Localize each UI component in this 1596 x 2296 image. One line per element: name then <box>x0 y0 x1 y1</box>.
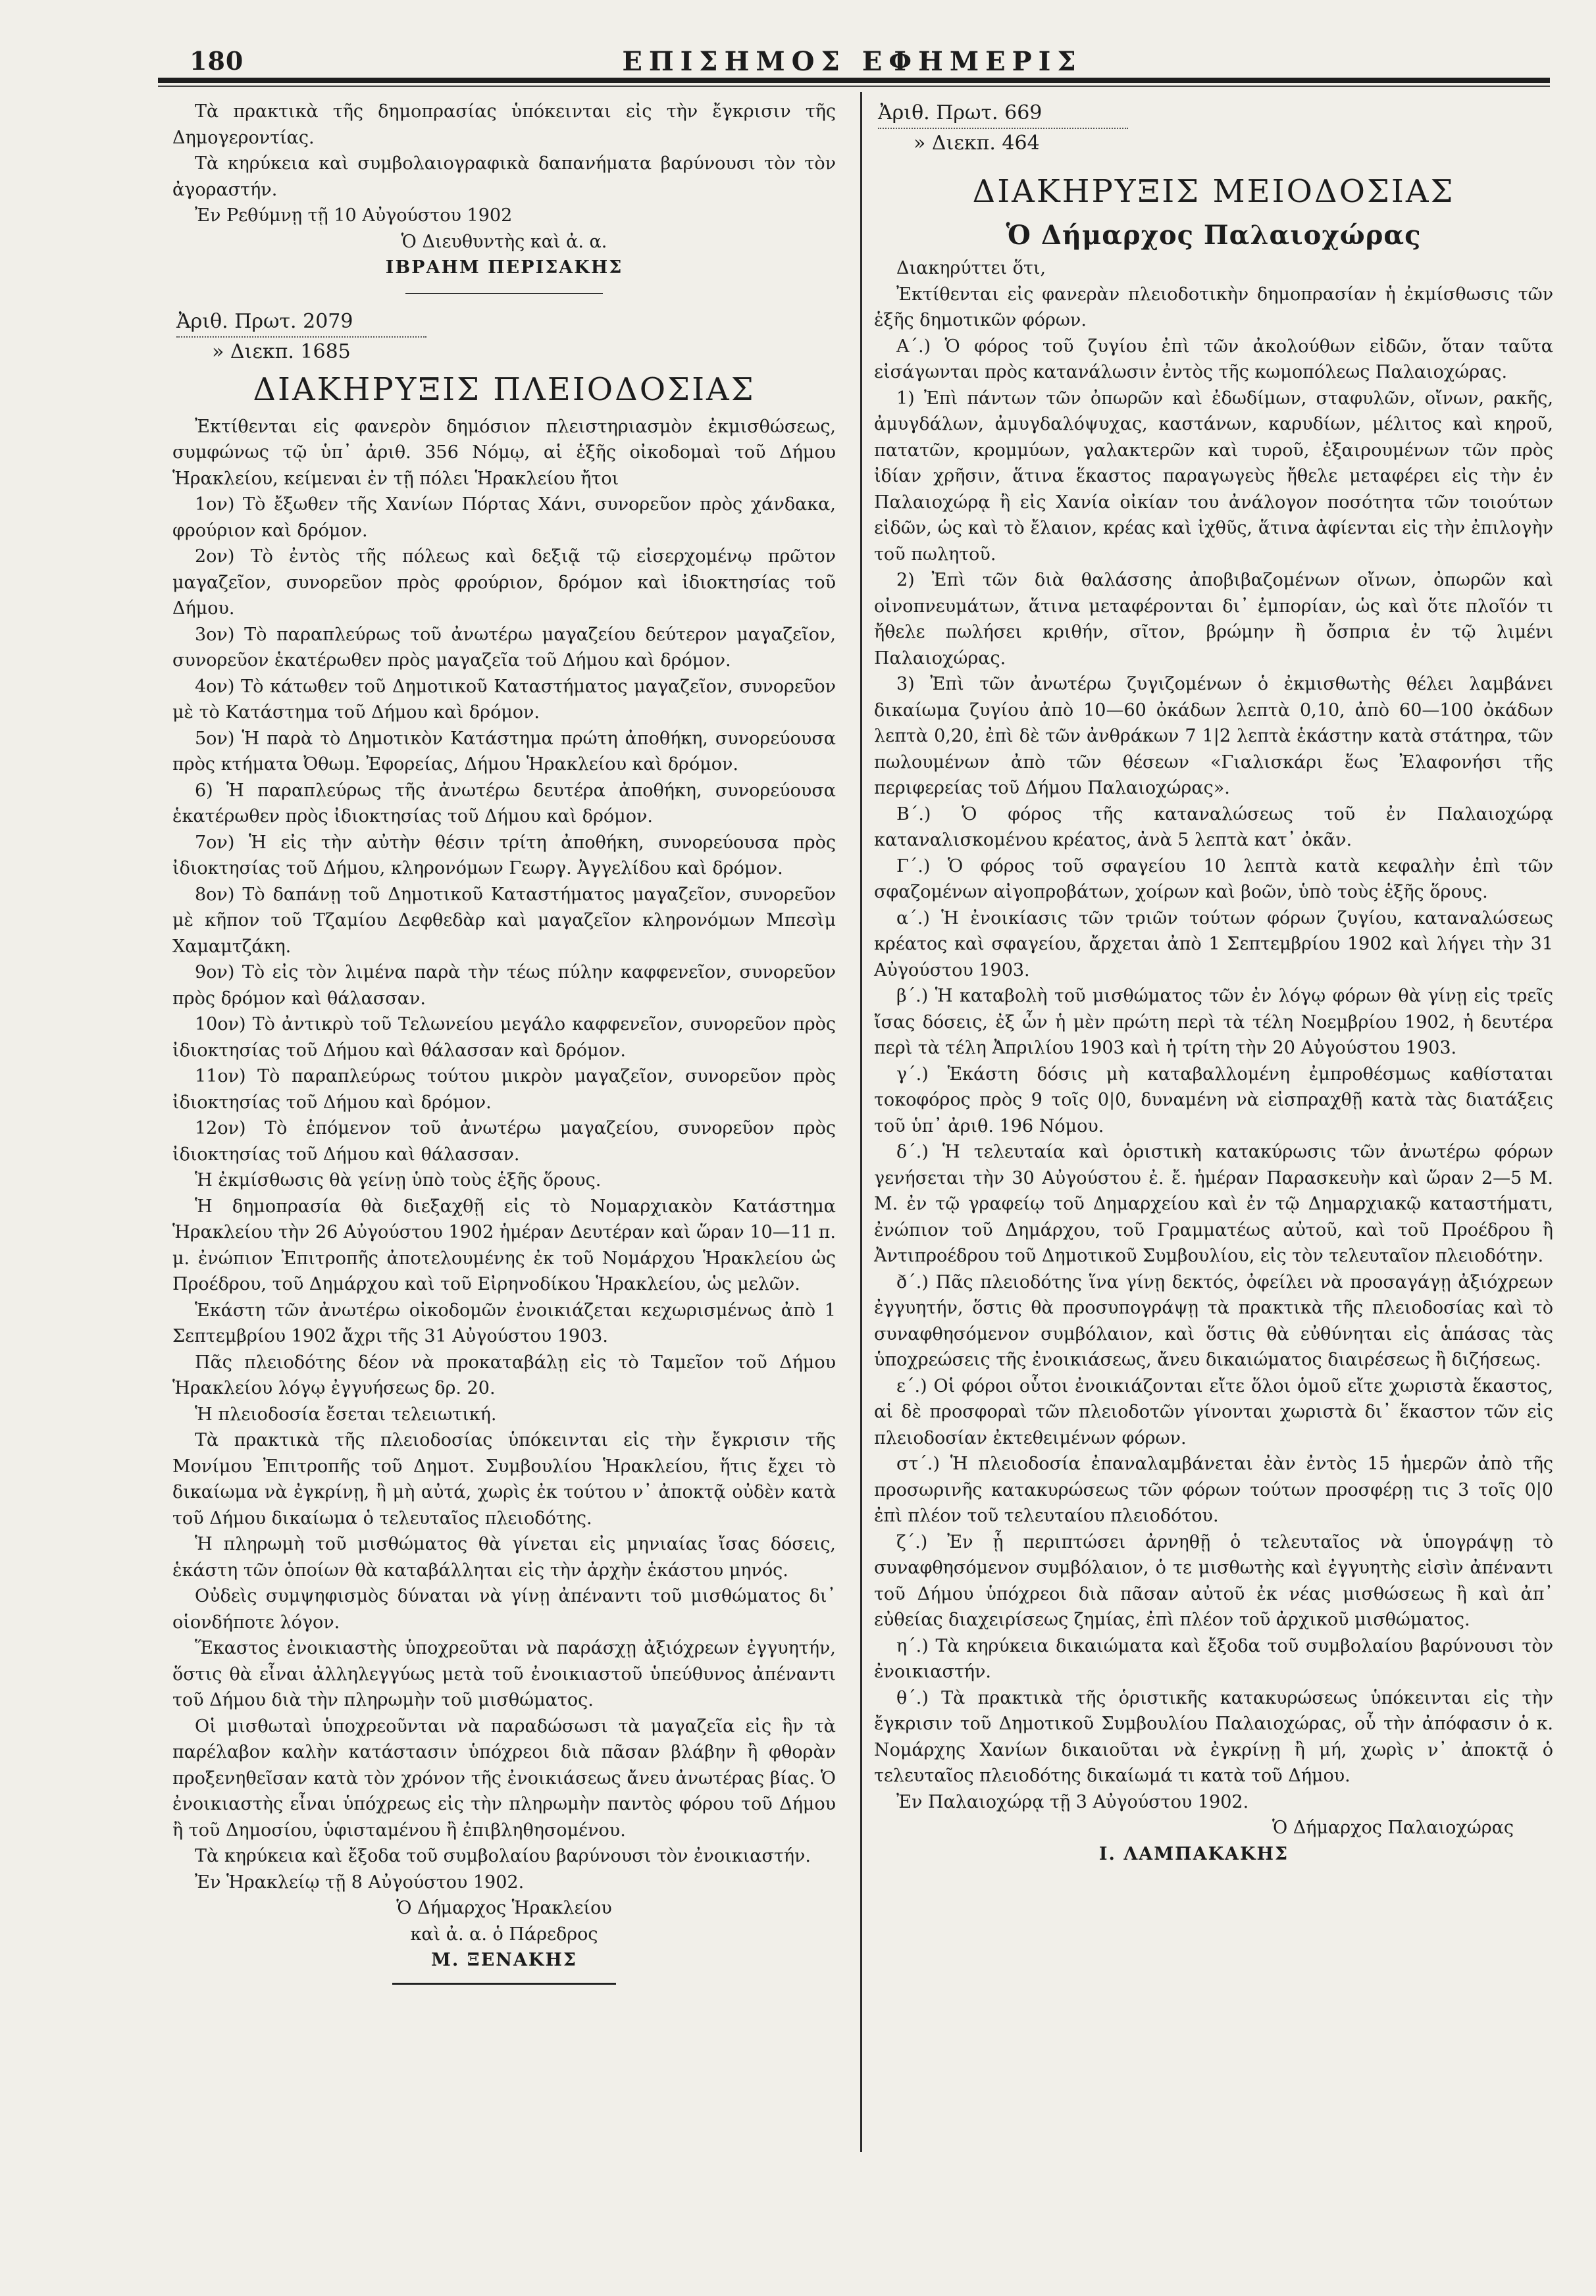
separator-rule <box>405 293 603 294</box>
paragraph: Τὰ πρακτικὰ τῆς δημοπρασίας ὑπόκεινται εἰς τὴν ἔγκρισιν τῆς Δημογεροντίας. <box>172 101 836 148</box>
paragraph: Τὰ κηρύκεια καὶ ἔξοδα τοῦ συμβολαίου βαρύνουσι τὸν ἐνοικιαστήν. <box>195 1846 811 1866</box>
page-header <box>158 41 1547 80</box>
paragraph: Ἡ δημοπρασία θὰ διεξαχθῇ εἰς τὸ Νομαρχιακὸν Κατάστημα Ἡρακλείου τὴν 26 Αὐγούστου 1902 ἡμέραν Δευτέραν καὶ ὥραν 10—11 π. μ. ἐνώπιον Ἐπιτροπῆς ἀποτελουμένης ἐκ τοῦ Νομάρχου Ἡρακλείου ὡς Προέδρου, τοῦ Δημάρχου καὶ τοῦ Εἰρηνοδίκου Ἡρακλείου, ὡς μελῶν. <box>172 1196 836 1294</box>
paragraph: γ΄.) Ἑκάστη δόσις μὴ καταβαλλομένη ἐμπροθέσμως καθίσταται τοκοφόρος πρὸς 9 τοῖς 0|0, δυναμένη νὰ εἰσπραχθῇ κατὰ τὰς διατάξεις τοῦ ὑπ᾽ ἀριθ. 196 Νόμου. <box>874 1063 1553 1136</box>
dispatch-number: » Διεκπ. 1685 <box>212 340 351 363</box>
header-rule <box>158 78 1550 83</box>
paragraph: Ἐκτίθενται εἰς φανερὰν πλειοδοτικὴν δημοπρασίαν ἡ ἐκμίσθωσις τῶν ἑξῆς δημοτικῶν φόρων. <box>874 284 1553 330</box>
dotted-rule <box>878 128 1128 129</box>
paragraph: 6) Ἡ παραπλεύρως τῆς ἀνωτέρω δευτέρα ἀποθήκη, συνορεύουσα ἑκατέρωθεν πρὸς ἰδιοκτησίας τοῦ Δήμου καὶ δρόμον. <box>172 780 836 827</box>
paragraph: Ἡ πλειοδοσία ἔσεται τελειωτική. <box>195 1404 497 1425</box>
paragraph: στ΄.) Ἡ πλειοδοσία ἐπαναλαμβάνεται ἐὰν ἐντὸς 15 ἡμερῶν ἀπὸ τῆς προσωρινῆς κατακυρώσεως τῶν φόρων τούτων προσφέρῃ τις 3 τοῖς 0|0 ἐπὶ πλέον τοῦ τελευταίου πλειοδότου. <box>874 1454 1553 1526</box>
page-number: 180 <box>190 46 244 76</box>
protocol-number: Ἀριθ. Πρωτ. 2079 <box>176 309 353 333</box>
paragraph: Ἑκάστη τῶν ἀνωτέρω οἰκοδομῶν ἐνοικιάζεται κεχωρισμένως ἀπὸ 1 Σεπτεμβρίου 1902 ἄχρι τῆς 31 Αὐγούστου 1903. <box>172 1300 836 1346</box>
paragraph: Τὰ κηρύκεια καὶ συμβολαιογραφικὰ δαπανήματα βαρύνουσι τὸν τὸν ἀγοραστήν. <box>172 153 836 200</box>
spacer <box>874 157 1553 167</box>
paragraph: Ἐν Παλαιοχώρᾳ τῇ 3 Αὐγούστου 1902. <box>896 1791 1249 1812</box>
column-divider <box>860 92 862 2152</box>
paragraph: 1) Ἐπὶ πάντων τῶν ὀπωρῶν καὶ ἐδωδίμων, σταφυλῶν, οἴνων, ρακῆς, ἀμυγδάλων, ἀμυγδαλόψυχας, καστάνων, καρυδίων, μέλιτος καὶ κηροῦ, πατατῶν, κρομμύων, γαλακτερῶν καὶ τυροῦ, ἐξαιρουμένων τῶν πρὸς ἰδίαν χρῆσιν, ἅτινα ἕκαστος παραγωγεὺς ἤθελε μεταφέρει εἰς τὴν ἐν Παλαιοχώρᾳ ἢ εἰς Χανία οἰκίαν του ἀνάλογον ποσότητα τῶν τοιούτων εἰδῶν, ὡς καὶ τὸ ἔλαιον, κρέας καὶ ἰχθῦς, ἅτινα ἀφίενται εἰς τὴν ἐπιλογὴν τοῦ πωλητοῦ. <box>874 388 1553 565</box>
paragraph: 1ον) Τὸ ἔξωθεν τῆς Χανίων Πόρτας Χάνι, συνορεῦον πρὸς χάνδακα, φρούριον καὶ δρόμον. <box>172 494 836 541</box>
paragraph: α΄.) Ἡ ἐνοικίασις τῶν τριῶν τούτων φόρων ζυγίου, καταναλώσεως κρέατος καὶ σφαγείου, ἄρχεται ἀπὸ 1 Σεπτεμβρίου 1902 καὶ λήγει τὴν 31 Αὐγούστου 1903. <box>874 907 1553 981</box>
paragraph: 8ον) Τὸ δαπάνῃ τοῦ Δημοτικοῦ Καταστήματος μαγαζεῖον, συνορεῦον μὲ κῆπον τοῦ Τζαμίου Δεφθεδὰρ καὶ μαγαζεῖον κληρονόμων Μπεσὶμ Χαμαμτζάκη. <box>172 884 836 957</box>
paragraph: Α΄.) Ὁ φόρος τοῦ ζυγίου ἐπὶ τῶν ἀκολούθων εἰδῶν, ὅταν ταῦτα εἰσάγωνται πρὸς κατανάλωσιν ἐντὸς τῆς κωμοπόλεως Παλαιοχώρας. <box>874 336 1553 382</box>
paragraph: 3ον) Τὸ παραπλεύρως τοῦ ἀνωτέρω μαγαζείου δεύτερον μαγαζεῖον, συνορεῦον ἑκατέρωθεν πρὸς μαγαζεῖα τοῦ Δήμου καὶ δρόμον. <box>172 624 836 671</box>
notice-meiodosias <box>874 99 1553 1867</box>
right-column <box>874 99 1553 1867</box>
paragraph: 4ον) Τὸ κάτωθεν τοῦ Δημοτικοῦ Καταστήματος μαγαζεῖον, συνορεῦον μὲ τὸ Κατάστημα τοῦ Δήμου καὶ δρόμον. <box>172 676 836 723</box>
previous-notice-ending <box>172 99 836 281</box>
dateline: Ἐν Ἡρακλείῳ τῇ 8 Αὐγούστου 1902. <box>195 1872 525 1893</box>
signer-role: Ὁ Δήμαρχος Ἡρακλείου <box>396 1898 612 1918</box>
journal-title: ΕΠΙΣΗΜΟΣ ΕΦΗΜΕΡΙΣ <box>622 46 1083 77</box>
signer-role: Ὁ Διευθυντὴς καὶ ἀ. α. <box>401 231 607 252</box>
notice-subtitle: Ὁ Δήμαρχος Παλαιοχώρας <box>1006 220 1422 251</box>
paragraph: Ἡ πληρωμὴ τοῦ μισθώματος θὰ γίνεται εἰς μηνιαίας ἴσας δόσεις, ἑκάστη τῶν ὁποίων θὰ καταβάλληται εἰς τὴν ἀρχὴν ἑκάστου μηνός. <box>172 1534 836 1581</box>
paragraph: Ἐκτίθενται εἰς φανερὸν δημόσιον πλειστηριασμὸν ἐκμισθώσεως, συμφώνως τῷ ὑπ᾽ ἀριθ. 356 Νόμῳ, αἱ ἑξῆς οἰκοδομαὶ τοῦ Δήμου Ἡρακλείου, κείμεναι ἐν τῇ πόλει Ἡρακλείου ἤτοι <box>172 416 836 489</box>
paragraph: 2) Ἐπὶ τῶν διὰ θαλάσσης ἀποβιβαζομένων οἴνων, ὀπωρῶν καὶ οἰνοπνευμάτων, ἅτινα μεταφέρονται δι᾽ ἐμπορίαν, ὡς καὶ ὅτε πλοῖόν τι ἤθελε πωλήσει κριθήν, σῖτον, βρώμην ἢ ὄσπρια ἐν τῷ λιμένι Παλαιοχώρας. <box>874 570 1553 669</box>
paragraph: 5ον) Ἡ παρὰ τὸ Δημοτικὸν Κατάστημα πρώτη ἀποθήκη, συνορεύουσα πρὸς κτήματα Ὀθωμ. Ἐφορείας, Δήμου Ἡρακλείου καὶ δρόμον. <box>172 728 836 775</box>
end-rule <box>392 1983 616 1985</box>
paragraph: 7ον) Ἡ εἰς τὴν αὐτὴν θέσιν τρίτη ἀποθήκη, συνορεύουσα πρὸς ἰδιοκτησίας τοῦ Δήμου, κληρονόμων Γεωργ. Ἀγγελίδου καὶ δρόμον. <box>172 832 836 879</box>
paragraph: θ΄.) Τὰ πρακτικὰ τῆς ὁριστικῆς κατακυρώσεως ὑπόκεινται εἰς τὴν ἔγκρισιν τοῦ Δημοτικοῦ Συμβουλίου Παλαιοχώρας, οὗ τὴν ἀπόφασιν ὁ κ. Νομάρχης Χανίων δικαιοῦται νὰ ἐγκρίνῃ ἢ μή, χωρὶς ν᾽ ἀποκτᾷ ὁ τελευταῖος πλειοδότης δικαίωμά τι κατὰ τοῦ Δήμου. <box>874 1687 1553 1786</box>
paragraph: ð΄.) Πᾶς πλειοδότης ἵνα γίνῃ δεκτός, ὀφείλει νὰ προσαγάγῃ ἀξιόχρεων ἐγγυητήν, ὅστις θὰ προσυπογράψῃ τὰ πρακτικὰ τῆς πλειοδοσίας καὶ τὸ συναφθησόμενον συμβόλαιον, καὶ ὅστις θὰ εὐθύνηται εἰς ἁπάσας τὰς ὑποχρεώσεις τῆς ἐνοικιάσεως, ἄνευ δικαιώματος διαιρέσεως ἢ διζήσεως. <box>874 1271 1553 1370</box>
paragraph: β΄.) Ἡ καταβολὴ τοῦ μισθώματος τῶν ἐν λόγῳ φόρων θὰ γίνῃ εἰς τρεῖς ἴσας δόσεις, ἐξ ὧν ἡ μὲν πρώτη περὶ τὰ τέλη Νοεμβρίου 1902, ἡ δευτέρα περὶ τὰ τέλη Ἀπριλίου 1903 καὶ ἡ τρίτη τὴν 20 Αὐγούστου 1903. <box>874 986 1553 1058</box>
paragraph: Γ΄.) Ὁ φόρος τοῦ σφαγείου 10 λεπτὰ κατὰ κεφαλὴν ἐπὶ τῶν σφαζομένων αἰγοπροβάτων, χοίρων καὶ βοῶν, ὑπὸ τοὺς ἑξῆς ὅρους. <box>874 855 1553 902</box>
paragraph: Οἱ μισθωταὶ ὑποχρεοῦνται νὰ παραδώσωσι τὰ μαγαζεῖα εἰς ἣν τὰ παρέλαβον καλὴν κατάστασιν ὑπόχρεοι διὰ πᾶσαν βλάβην ἢ φθορὰν προξενηθεῖσαν κατὰ τὸν χρόνον τῆς ἐνοικιάσεως ἄνευ ἀνωτέρας βίας. Ὁ ἐνοικιαστὴς εἶναι ὑπόχρεως εἰς τὴν πληρωμὴν παντὸς φόρου τοῦ Δήμου ἢ τοῦ Δημοσίου, ὑφισταμένου ἢ ἐπιβληθησομένου. <box>172 1716 836 1841</box>
paragraph: Τὰ πρακτικὰ τῆς πλειοδοσίας ὑπόκεινται εἰς τὴν ἔγκρισιν τῆς Μονίμου Ἐπιτροπῆς τοῦ Δημοτ. Συμβουλίου Ἡρακλείου, ἥτις ἔχει τὸ δικαίωμα νὰ ἐγκρίνῃ, ἢ μὴ αὐτά, χωρὶς ἐκ τούτου ν᾽ ἀποκτᾷ οὐδὲν κατὰ τοῦ Δήμου δικαίωμα ὁ τελευταῖος πλειοδότης. <box>172 1430 836 1529</box>
dateline: Ἐν Ρεθύμνῃ τῇ 10 Αὐγούστου 1902 <box>195 205 513 226</box>
paragraph: Οὐδεὶς συμψηφισμὸς δύναται νὰ γίνῃ ἀπέναντι τοῦ μισθώματος δι᾽ οἱονδήποτε λόγον. <box>172 1586 836 1633</box>
paragraph: 3) Ἐπὶ τῶν ἀνωτέρω ζυγιζομένων ὁ ἐκμισθωτὴς θέλει λαμβάνει δικαίωμα ζυγίου ἀπὸ 10—60 ὀκάδων λεπτὰ 0,10, ἀπὸ 60—100 ὀκάδων λεπτὰ 0,20, ἐπὶ δὲ τῶν ἀνθράκων 7 1|2 λεπτὰ ἑκάστην κατὰ στάτηρα, τῶν πωλουμένων ἀπὸ τῶν θέσεων «Γιαλισκάρι ἕως Ἐλαφονήσι τῆς περιφερείας τοῦ Δήμου Παλαιοχώρας». <box>874 674 1553 798</box>
paragraph: ζ΄.) Ἐν ᾗ περιπτώσει ἀρνηθῇ ὁ τελευταῖος νὰ ὑπογράψῃ τὸ συναφθησόμενον συμβόλαιον, ὁ τε μισθωτὴς καὶ ἐγγυητὴς εἰσὶν ἀπέναντι τοῦ Δήμου ὑπόχρεοι διὰ πᾶσαν αὐτοῦ ἐκ νέας μισθώσεως ἢ καὶ ἀπ᾽ εὐθείας διαχειρίσεως ζημίας, ἐπὶ πλέον τοῦ ἀρχικοῦ μισθώματος. <box>874 1531 1553 1630</box>
header-rule-thin <box>158 86 1550 87</box>
paragraph: δ΄.) Ἡ τελευταία καὶ ὁριστικὴ κατακύρωσις τῶν ἀνωτέρω φόρων γενήσεται τὴν 30 Αὐγούστου ἐ. ἔ. ἡμέραν Παρασκευὴν καὶ ὥραν 2—5 Μ. Μ. ἐν τῷ γραφείῳ τοῦ Δημαρχείου καὶ ἐν τῷ Δημαρχιακῷ καταστήματι, ἐνώπιον τοῦ Δημάρχου, τοῦ Γραμματέως αὐτοῦ, καὶ τοῦ Προέδρου ἢ Ἀντιπροέδρου τοῦ Δημοτικοῦ Συμβουλίου, εἰς τὸν τελευταῖον πλειοδότην. <box>874 1142 1553 1266</box>
notice-title: ΔΙΑΚΗΡΥΞΙΣ ΜΕΙΟΔΟΣΙΑΣ <box>972 173 1455 210</box>
notice-pleiodosias <box>172 307 836 1985</box>
paragraph: 2ον) Τὸ ἐντὸς τῆς πόλεως καὶ δεξιᾷ τῷ εἰσερχομένῳ πρῶτον μαγαζεῖον, συνορεῦον πρὸς φρούριον, δρόμον καὶ ἰδιοκτησίας τοῦ Δήμου. <box>172 546 836 619</box>
paragraph: ε΄.) Οἱ φόροι οὗτοι ἐνοικιάζονται εἴτε ὅλοι ὁμοῦ εἴτε χωριστὰ ἕκαστος, αἱ δὲ προσφοραὶ τῶν πλειοδοτῶν γίνονται χωριστὰ δι᾽ ἕκαστον τῶν εἰς πλειοδοσίαν ἐκτεθειμένων φόρων. <box>874 1375 1553 1448</box>
dotted-rule <box>176 336 426 338</box>
paragraph: Β΄.) Ὁ φόρος τῆς καταναλώσεως τοῦ ἐν Παλαιοχώρᾳ καταναλισκομένου κρέατος, ἀνὰ 5 λεπτὰ κατ᾽ ὀκᾶν. <box>874 804 1553 850</box>
signer-name: Μ. ΞΕΝΑΚΗΣ <box>431 1950 577 1970</box>
paragraph: 9ον) Τὸ εἰς τὸν λιμένα παρὰ τὴν τέως πύλην καφφενεῖον, συνορεῦον πρὸς δρόμον καὶ θάλασσαν. <box>172 962 836 1009</box>
left-column <box>172 99 836 1994</box>
protocol-number: Ἀριθ. Πρωτ. 669 <box>878 101 1043 124</box>
paragraph: Ἕκαστος ἐνοικιαστὴς ὑποχρεοῦται νὰ παράσχῃ ἀξιόχρεων ἐγγυητήν, ὅστις θὰ εἶναι ἀλληλεγγύως μετὰ τοῦ ἐνοικιαστοῦ ὑπεύθυνος ἀπέναντι τοῦ Δήμου διὰ τὴν πληρωμὴν τοῦ μισθώματος. <box>172 1638 836 1710</box>
paragraph: 11ον) Τὸ παραπλεύρως τούτου μικρὸν μαγαζεῖον, συνορεῦον πρὸς ἰδιοκτησίας τοῦ Δήμου καὶ δρόμον. <box>172 1066 836 1113</box>
lead-line: Διακηρύττει ὅτι, <box>896 258 1046 278</box>
paragraph: Ἡ ἐκμίσθωσις θὰ γείνῃ ὑπὸ τοὺς ἑξῆς ὅρους. <box>195 1170 602 1190</box>
signer-deputy: καὶ ἀ. α. ὁ Πάρεδρος <box>410 1924 598 1945</box>
dispatch-number: » Διεκπ. 464 <box>914 132 1040 155</box>
signer-role: Ὁ Δήμαρχος Παλαιοχώρας <box>1272 1818 1514 1838</box>
paragraph: 12ον) Τὸ ἑπόμενον τοῦ ἀνωτέρω μαγαζείου, συνορεῦον πρὸς ἰδιοκτησίας τοῦ Δήμου καὶ θάλασσαν. <box>172 1118 836 1165</box>
notice-title: ΔΙΑΚΗΡΥΞΙΣ ΠΛΕΙΟΔΟΣΙΑΣ <box>253 370 756 408</box>
paragraph: η΄.) Τὰ κηρύκεια δικαιώματα καὶ ἔξοδα τοῦ συμβολαίου βαρύνουσι τὸν ἐνοικιαστήν. <box>874 1635 1553 1682</box>
paragraph: Πᾶς πλειοδότης δέον νὰ προκαταβάλῃ εἰς τὸ Ταμεῖον τοῦ Δήμου Ἡρακλείου λόγῳ ἐγγυήσεως δρ. 20. <box>172 1352 836 1398</box>
paragraph: 10ον) Τὸ ἀντικρὺ τοῦ Τελωνείου μεγάλο καφφενεῖον, συνορεῦον πρὸς ἰδιοκτησίας τοῦ Δήμου καὶ θάλασσαν καὶ δρόμον. <box>172 1014 836 1061</box>
signer-name: ΙΒΡΑΗΜ ΠΕΡΙΣΑΚΗΣ <box>385 257 623 278</box>
signer-name: Ι. ΛΑΜΠΑΚΑΚΗΣ <box>1098 1843 1289 1864</box>
